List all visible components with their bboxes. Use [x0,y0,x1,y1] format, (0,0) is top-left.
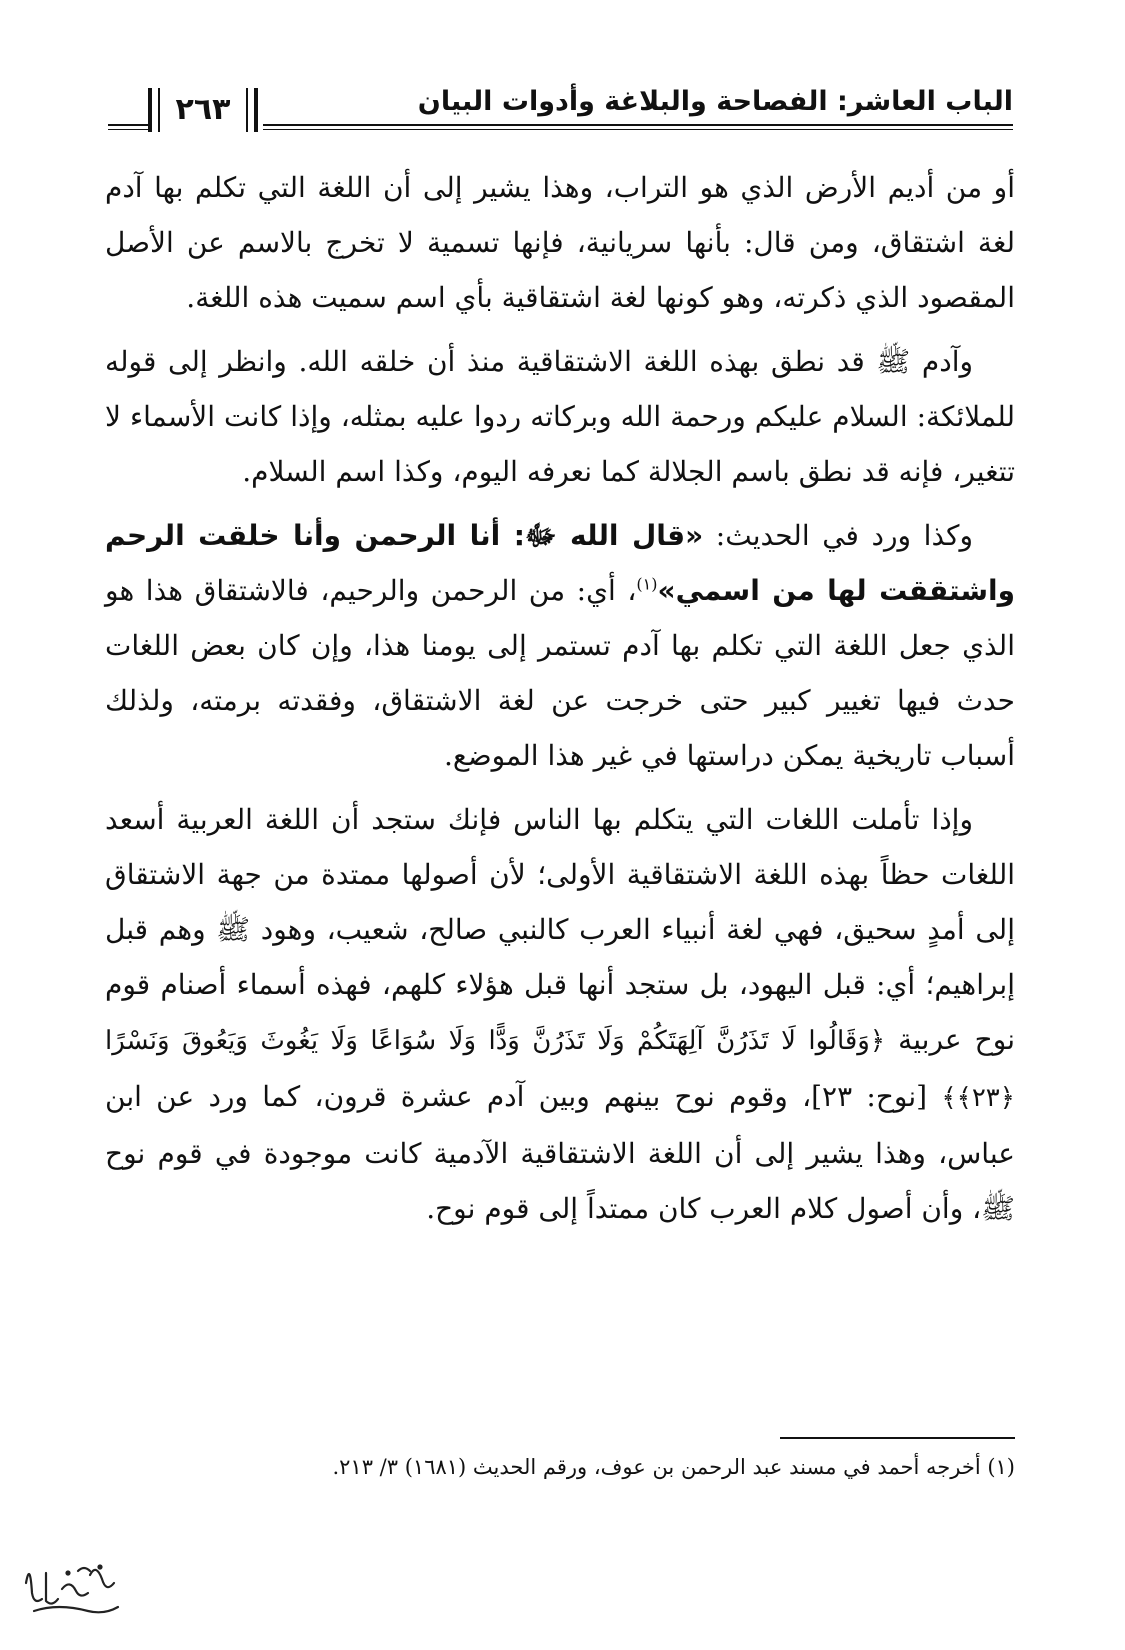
hadith-quote: «قال الله ﷻ: أنا الرحمن وأنا خلقت الرحم واشتققت لها من اسمي» [105,519,1015,607]
paragraph-text: وكذا ورد في الحديث: [703,519,974,552]
paragraph [105,508,1015,783]
header-rule [108,129,148,130]
body-text [105,160,1015,1245]
footnote-reference[interactable]: (١) [636,574,658,594]
page-number: ٢٦٣ [175,92,231,127]
header-rule [263,124,1013,126]
chapter-title: الباب العاشر: الفصاحة والبلاغة وأدوات البيان [417,86,1013,117]
footnote-separator [780,1437,1015,1439]
footnote: (١) أخرجه أحمد في مسند عبد الرحمن بن عوف، ورقم الحديث (١٦٨١) ٣/ ٢١٣. [332,1455,1015,1479]
quran-verse: ﴿وَقَالُوا لَا تَذَرُنَّ آلِهَتَكُمْ وَلَا تَذَرُنَّ وَدًّا وَلَا سُوَاعًا وَلَا يَغُوثَ وَيَعُوقَ وَنَسْرًا ﴿٢٣﴾﴾ [105,1026,1015,1113]
paragraph-text: [نوح: ٢٣]، وقوم نوح بينهم وبين آدم عشرة قرون، كما ورد عن ابن عباس، وهذا يشير إلى أن اللغة الاشتقاقية الآدمية كانت موجودة في قوم نوح ﷺ، وأن أصول كلام العرب كان ممتداً إلى قوم نوح. [105,1080,1015,1225]
header-rule [263,129,1013,130]
paragraph: أو من أديم الأرض الذي هو التراب، وهذا يشير إلى أن اللغة التي تكلم بها آدم لغة اشتقاق، ومن قال: بأنها سريانية، فإنها تسمية لا تخرج بالاسم عن الأصل المقصود الذي ذكرته، وهو كونها لغة اشتقاقية بأي اسم سميت هذه اللغة. [105,171,1015,314]
paragraph [105,792,1015,1236]
page-header [108,78,1013,138]
page-number-frame [148,88,258,132]
paragraph-text: وإذا تأملت اللغات التي يتكلم بها الناس فإنك ستجد أن اللغة العربية أسعد اللغات حظاً بهذه اللغة الاشتقاقية الأولى؛ لأن أصولها ممتدة من جهة الاشتقاق إلى أمدٍ سحيق، فهي لغة أنبياء العرب كالنبي صالح، شعيب، وهود ﷺ وهم قبل إبراهيم؛ أي: قبل اليهود، بل ستجد أنها قبل هؤلاء كلهم، فهذه أسماء أصنام قوم نوح عربية [105,803,1016,1056]
library-logo-icon [18,1553,128,1623]
paragraph-text: ، أي: من الرحمن والرحيم، فالاشتقاق هذا هو الذي جعل اللغة التي تكلم بها آدم تستمر إلى يومنا هذا، وإن كان بعض اللغات حدث فيها تغيير كبير حتى خرجت عن لغة الاشتقاق، وفقدته برمته، ولذلك أسباب تاريخية يمكن دراستها في غير هذا الموضع. [105,574,1015,772]
paragraph: وآدم ﷺ قد نطق بهذه اللغة الاشتقاقية منذ أن خلقه الله. وانظر إلى قوله للملائكة: السلام عليكم ورحمة الله وبركاته ردوا عليه بمثله، وإذا كانت الأسماء لا تتغير، فإنه قد نطق باسم الجلالة كما نعرفه اليوم، وكذا اسم السلام. [105,345,1015,488]
header-rule [108,124,148,126]
